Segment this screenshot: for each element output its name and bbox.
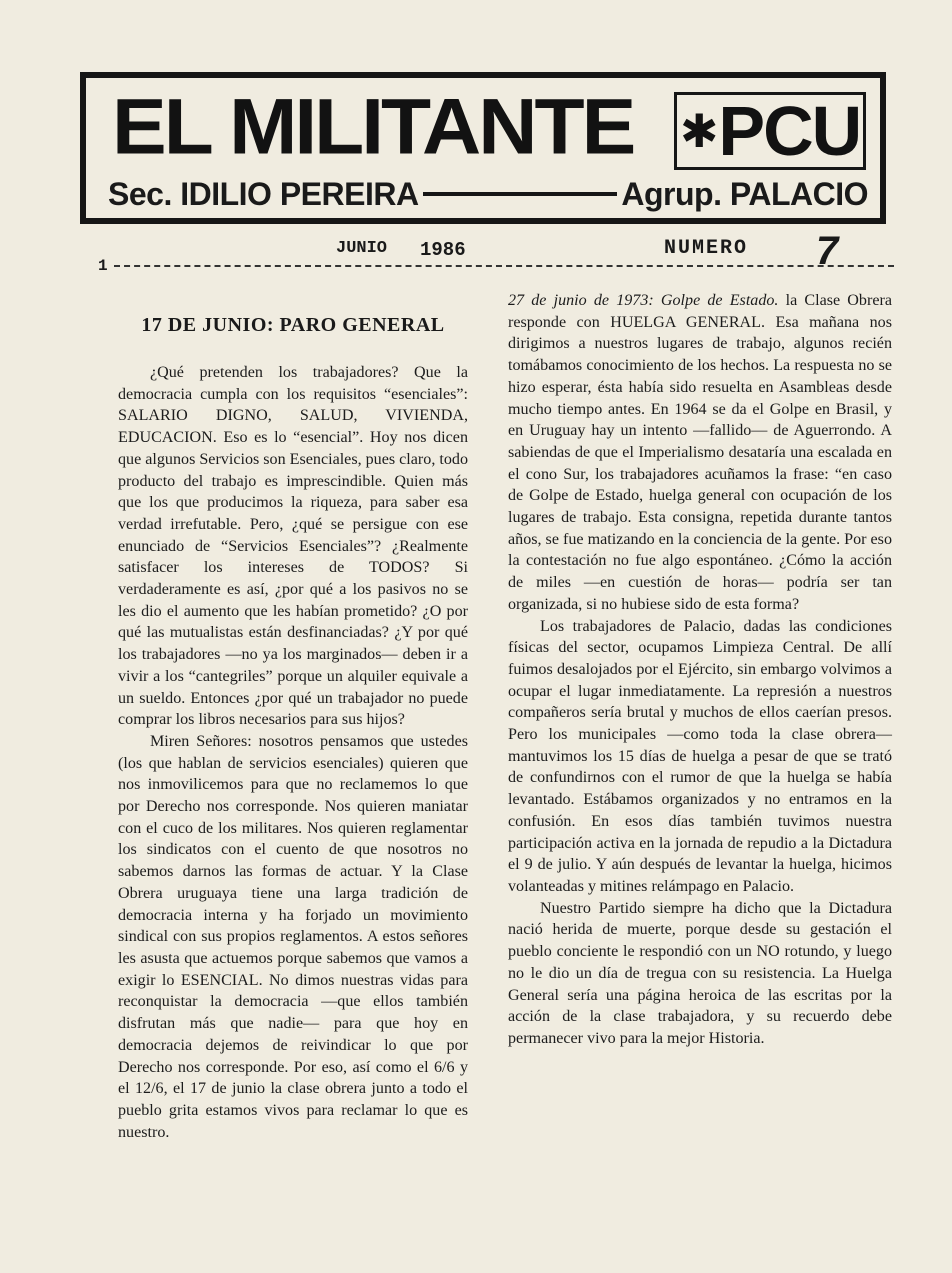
left-column [118, 362, 468, 1143]
masthead-subtitle [108, 178, 868, 210]
paragraph: Miren Señores: nosotros pensamos que ustedes (los que hablan de servicios esenciales) quieren que nos inmovilicemos para que no reclamemos lo que por Derecho nos corresponde. Nos quieren maniatar con el cuco de los militares. Nos quieren reglamentar los sindicatos con el cuento de que nosotros no sabemos darnos las formas de actuar. Y la Clase Obrera uruguaya tiene una larga tradición de democracia interna y ha forjado un movimiento sindical con sus propios reglamentos. A estos señores les asusta que actuemos porque sabemos que vamos a exigir lo ESENCIAL. No dimos nuestras vidas para reconquistar la democracia —que ellos también disfrutan más que nadie— para que hoy en democracia dejemos de reivindicar lo que por Derecho nos corresponde. Por eso, así como el 6/6 y el 12/6, el 17 de junio la clase obrera junto a todo el pueblo grita estamos vivos para reclamar lo que es nuestro. [118, 732, 468, 1141]
subtitle-rule [423, 192, 618, 196]
page-number: 1 [98, 257, 108, 275]
newspaper-title: EL MILITANTE [112, 83, 634, 171]
section-name: Sec. IDILIO PEREIRA [108, 176, 419, 212]
dateline [98, 229, 894, 275]
paragraph: Los trabajadores de Palacio, dadas las condiciones físicas del sector, ocupamos Limpieza Central. De allí fuimos desalojados por el Ejército, sin embargo volvimos a ocupar el lugar inmediatamente. La represión a nuestros compañeros sería brutal y muchos de ellos caerían presos. Pero los municipales —como toda la clase obrera— mantuvimos los 15 días de huelga a pesar de que se trató de confundirnos con el rumor de que la huelga se había levantado. Estábamos organizados y no entramos en la confusión. En esos días también tuvimos nuestra participación activa en la jornada de repudio a la Dictadura el 9 de julio. Y aún después de levantar la huelga, hicimos volanteadas y mitines relámpago en Palacio. [508, 617, 892, 895]
article-title: 17 DE JUNIO: PARO GENERAL [141, 314, 445, 336]
issue-month: JUNIO [336, 239, 388, 258]
pcu-logo [674, 92, 866, 170]
dateline-rule [114, 265, 894, 267]
star-icon: ✱ [679, 105, 717, 157]
lead-phrase: 27 de junio de 1973: Golpe de Estado. [508, 292, 779, 309]
issue-number-label: NUMERO [664, 237, 749, 260]
group-name: Agrup. PALACIO [621, 176, 868, 212]
masthead [80, 72, 886, 224]
logo-text: PCU [718, 92, 861, 170]
paragraph-text: la Clase Obrera responde con HUELGA GENERAL. Esa mañana nos dirigimos a nuestros lugares de trabajo, algunos recién tomábamos conocimiento de los hechos. La respuesta no se hizo esperar, ésta había sido resuelta en Asambleas desde mucho tiempo antes. En 1964 se da el Golpe en Brasil, y en Uruguay hay un intento —fallido— de Aguerrondo. A sabiendas de que el Imperialismo desataría una escalada en el cono Sur, los trabajadores acuñamos la frase: “en caso de Golpe de Estado, huelga general con ocupación de los lugares de trabajo. Esta consigna, repetida durante tantos años, se fue matizando en la conciencia de la gente. Por eso la contestación no fue algo espontáneo. ¿Cómo la acción de miles —en cuestión de horas— podría ser tan organizada, si no hubiese sido de esta forma? [508, 292, 892, 613]
paragraph [508, 290, 892, 616]
paragraph: ¿Qué pretenden los trabajadores? Que la democracia cumpla con los requisitos “esenciales”: SALARIO DIGNO, SALUD, VIVIENDA, EDUCACION. Eso es lo “esencial”. Hoy nos dicen que algunos Servicios son Esenciales, pues claro, todo producto del trabajo es imprescindible. Quien más que los que producimos la riqueza, para saber esa verdad irrefutable. Pero, ¿qué se persigue con ese enunciado de “Servicios Esenciales”? ¿Realmente satisfacer los intereses de TODOS? Si verdaderamente es así, ¿por qué a los pasivos no se les dio el aumento que les habían prometido? ¿O por qué las mutualistas están desfinanciadas? ¿Y por qué los trabajadores —no ya los marginados— deben ir a vivir a los “cantegriles” porque un alquiler equivale a un sueldo. Entonces ¿por qué un trabajador no puede comprar los libros necesarios para sus hijos? [118, 364, 468, 729]
issue-year: 1986 [420, 239, 466, 261]
issue-number: 7 [816, 229, 839, 273]
paragraph: Nuestro Partido siempre ha dicho que la Dictadura nació herida de muerte, porque desde su gestación el pueblo conciente le respondió con un NO rotundo, y luego no le dio un día de tregua con su resistencia. La Huelga General sería una página heroica de las escritas por la acción de la clase trabajadora, y su recuerdo debe permanecer vivo para la mejor Historia. [508, 899, 892, 1047]
right-column [508, 290, 892, 1050]
